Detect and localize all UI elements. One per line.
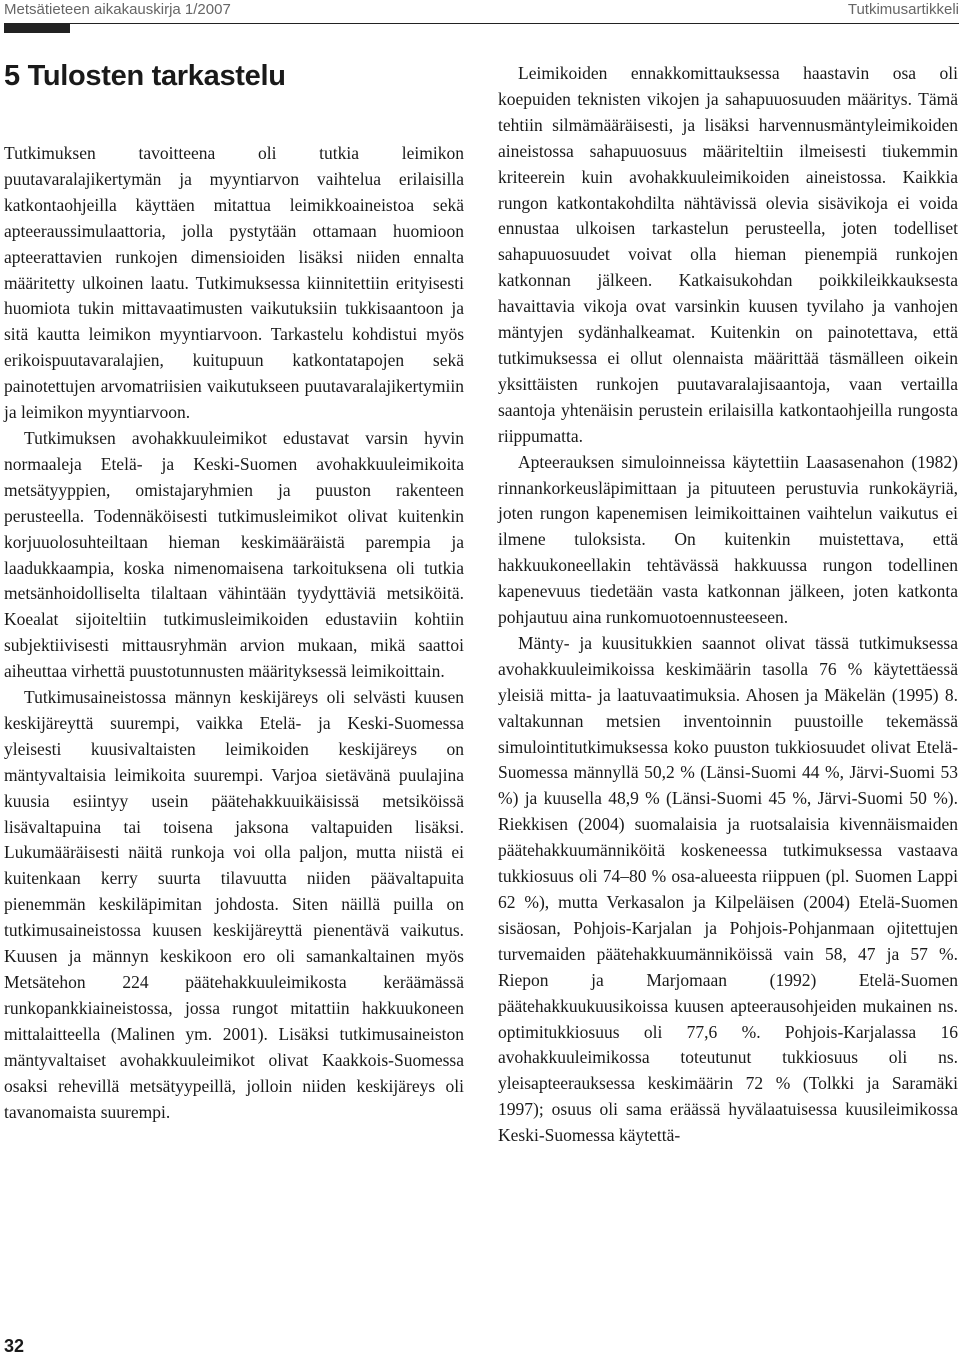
paragraph: Mänty- ja kuusitukkien saannot olivat tässä tutkimuksessa avohakkuuleimikoissa keskimäärin tasolla 76 % käytettäessä yleisiä mitta- ja laatuvaatimuksia. Ahosen ja Mäkelän (1995) 8. valtakunnan metsien inventoinnin puustoille tekemässä simulointitutkimuksessa koko puuston tukkiosuudet olivat Etelä-Suomessa männyllä 50,2 % (Länsi-Suomi 44 %, Järvi-Suomi 53 %) ja kuusella 48,9 % (Länsi-Suomi 45 %, Järvi-Suomi 50 %). Riekkisen (2004) suomalaisia ja ruotsalaisia kivennäismaiden päätehakkuumänniköitä koskeneessa tutkimuksessa vastaava tukkiosuus oli 74–80 % osa-alueesta riippuen (pl. Suomen Lappi 62 %), mutta Verkasalon ja Kilpeläisen (2004) Etelä-Suomen sisäosan, Pohjois-Karjalan ja Pohjois-Pohjanmaan ojitettujen turvemaiden päätehakkuumänniköissä vain 58, 47 ja 57 %. Riepon ja Marjomaan (1992) Etelä-Suomen päätehakkuukuusikoissa kuusen apteerausohjeiden mukainen ns. optimitukkiosuus oli 77,6 %. Pohjois-Karjalassa 16 avohakkuuleimikossa toteutunut tukkiosuus oli ns. yleisapteerauksessa keskimäärin 72 % (Tolkki ja Saramäki 1997); osuus oli sama eräässä hyvälaatuisessa kuusileimikossa Keski-Suomessa käytettä- — [498, 632, 958, 1146]
page-number: 32 — [4, 1336, 25, 1356]
left-column — [4, 141, 464, 1125]
running-header — [4, 0, 959, 22]
paragraph: Leimikoiden ennakkomittauksessa haastavin osa oli koepuiden teknisten vikojen ja sahapuuosuuden määritys. Tämä tehtiin silmämääräisesti, ja lisäksi harvennusmäntyleimikoiden aineistossa sahapuuosuus määriteltiin ilmeisesti tiukemmin kriteerein kuin avohakkuuleimikoiden aineistossa. Kaikkia rungon katkontakohdilta nähtävissä olevia sisävikoja ei voida ennustaa ulkoisen tarkastelun perusteella, joten todelliset sahapuuosuudet voivat olla hieman pienempiä runkojen katkonnan jälkeen. Katkaisukohdan poikkileikkauksesta havaittavia vikoja ovat varsinkin kuusen tyvilaho ja vanhojen mäntyjen sydänhalkeamat. Kuitenkin on painotettava, että tutkimuksessa ei ollut olennaista määrittää täsmälleen oikein yksittäisten runkojen puutavaralajisaantoja, vaan vertailla saantoja yhtenäisin perustein erilaisilla katkontaohjeilla rungosta riippumatta. — [498, 63, 958, 446]
paragraph: Apteerauksen simuloinneissa käytettiin Laasasenahon (1982) rinnankorkeusläpimittaan ja pituuteen perustuvia runkokäyriä, joten rungon kapenemisen leimikoittainen vaihtelun vaikutus ei ilmene tuloksista. On kuitenkin muistettava, että hakkuukoneellakin tehtävässä hakkuussa rungon todellinen kapenevuus tiedetään vasta katkonnan jälkeen, joten katkonta pohjautuu aina runkomuotoennusteeseen. — [498, 451, 958, 628]
right-column — [498, 61, 958, 1149]
header-rule — [4, 23, 959, 24]
paragraph: Tutkimuksen tavoitteena oli tutkia leimikon puutavaralajikertymän ja myyntiarvon vaihtelua erilaisilla katkontaohjeilla käyttäen mitattua leimikkoaineistoa sekä apteeraussimulaattoria, jolla pystytään ottamaan huomioon apteerattavien runkojen dimensioiden lisäksi niiden ennalta määritetty ulkoinen laatu. Tutkimuksessa kiinnitettiin erityisesti huomiota tukin mittavaatimusten vaikutuksiin tukkisaantoon ja sitä kautta leimikon myyntiarvoon. Tarkastelu kohdistui myös erikoispuutavaralajien, kuitupuun katkontatapojen sekä painotettujen arvomatriisien vaikutukseen puutavaralajikertymiin ja leimikon myyntiarvoon. — [4, 143, 464, 423]
section-heading: 5 Tulosten tarkastelu — [4, 60, 286, 92]
paragraph: Tutkimuksen avohakkuuleimikot edustavat varsin hyvin normaaleja Etelä- ja Keski-Suomen avohakkuuleimikoita metsätyyppien, omistajaryhmien ja puuston rakenteen perusteella. Todennäköisesti tutkimusleimikot olivat kuitenkin korjuuolosuhteiltaan hieman keskimääräistä parempia ja laadukkaampia, koska nimenomaisena tarkoituksena oli tutkia metsänhoidolliselta tilaltaan vähintään tyydyttäviä metsiköitä. Koealat sijoiteltiin tutkimusleimikoiden edustaviin kohtiin subjektiivisesti mittausryhmän arvion mukaan, mikä saattoi aiheuttaa virhettä puustotunnusten määrityksessä leimikoittain. — [4, 427, 464, 682]
header-rule-block — [4, 24, 70, 33]
article-type: Tutkimusartikkeli — [847, 1, 959, 18]
paragraph: Tutkimusaineistossa männyn keskijäreys oli selvästi kuusen keskijäreyttä suurempi, vaikka Etelä- ja Keski-Suomessa yleisesti kuusivaltaisten leimikoiden keskijäreys on mäntyvaltaisia leimikoita suurempi. Varjoa sietävänä puulajina kuusia esiintyy usein päätehakkuuikäisissä metsiköissä lisävaltapuina tai toisena jaksona valtapuiden lisäksi. Lukumääräisesti näitä runkoja voi olla paljon, mutta niistä ei kuitenkaan kerry suurta tilavuutta niiden päävaltapuita pienemmän keskiläpimitan johdosta. Siten näillä puilla on tutkimusaineistossa kuusen keskijäreyttä pienentävä vaikutus. Kuusen ja männyn keskikoon ero oli samankaltainen myös Metsätehon 224 päätehakkuuleimikosta keräämässä runkopankkiaineistossa, jossa rungot mitattiin hakkuukoneen mittalaitteella (Malinen ym. 2001). Lisäksi tutkimusaineiston mäntyvaltaiset avohakkuuleimikot olivat Kaakkois-Suomessa osaksi rehevillä metsätyypeillä, jolloin niiden keskijäreys oli tavanomaista suurempi. — [4, 687, 464, 1122]
journal-title: Metsätieteen aikakauskirja 1/2007 — [4, 1, 231, 18]
